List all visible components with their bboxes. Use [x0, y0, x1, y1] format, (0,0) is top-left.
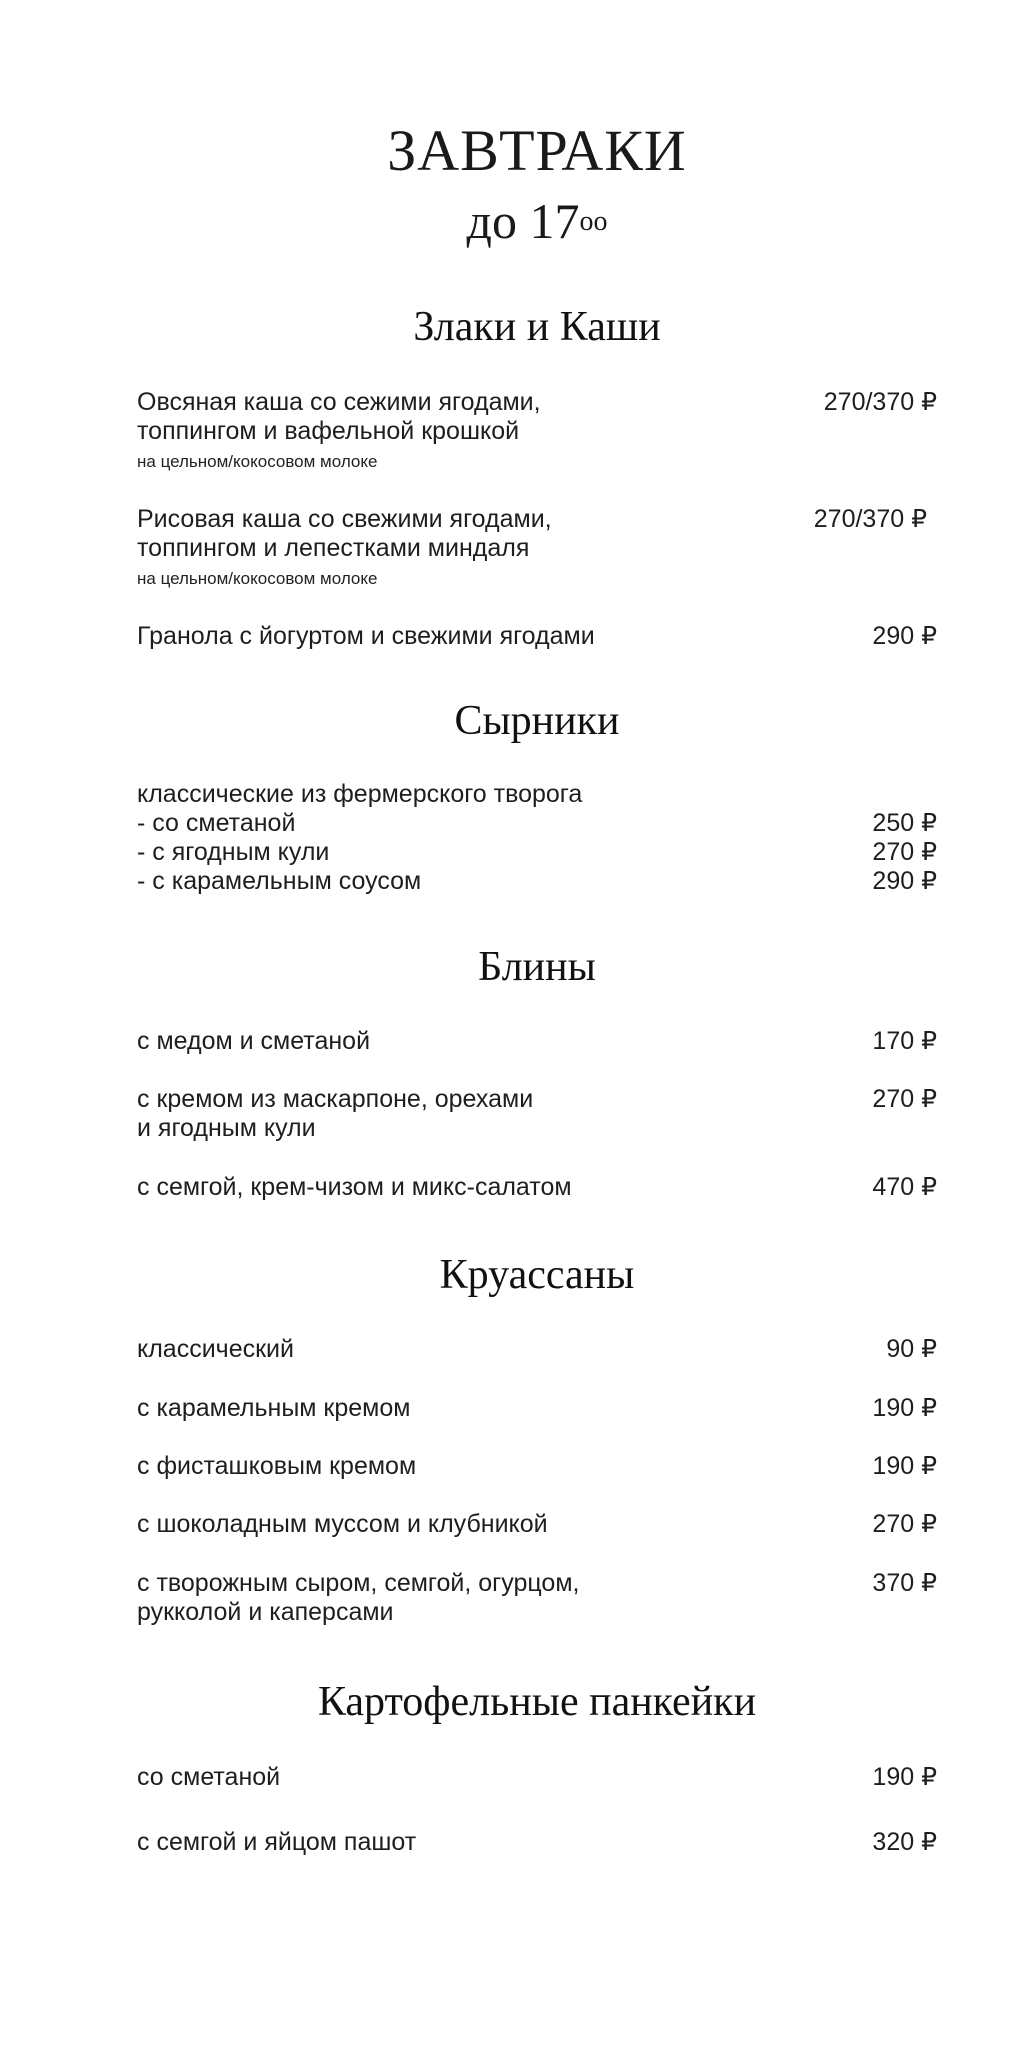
- item-price: 290 ₽: [872, 622, 937, 650]
- section-title-cereals: Злаки и Каши: [413, 304, 661, 350]
- item-name-line: Рисовая каша со свежими ягодами,: [137, 505, 552, 533]
- item-intro: [137, 780, 937, 812]
- item-price: 270/370 ₽: [813, 505, 927, 533]
- item-price: 320 ₽: [872, 1828, 937, 1856]
- item-price: 190 ₽: [872, 1394, 937, 1422]
- item-price: 270 ₽: [872, 1510, 937, 1538]
- item-name: с шоколадным муссом и клубникой: [137, 1510, 548, 1538]
- section-title-croissants: Круассаны: [439, 1252, 635, 1298]
- item-price: 90 ₽: [886, 1335, 937, 1363]
- menu-item: [137, 809, 937, 839]
- item-name-line: и ягодным кули: [137, 1114, 316, 1142]
- menu-item: [137, 1335, 937, 1367]
- menu-item: [137, 1569, 937, 1629]
- item-name-line: Овсяная каша со сежими ягодами,: [137, 388, 541, 416]
- item-name: - с ягодным кули: [137, 838, 330, 866]
- item-price: 250 ₽: [872, 809, 937, 837]
- item-note: на цельном/кокосовом молоке: [137, 452, 378, 471]
- menu-item: [137, 1173, 937, 1205]
- item-price: 270 ₽: [872, 1085, 937, 1113]
- section-title-potato-pancakes: Картофельные панкейки: [317, 1679, 757, 1725]
- section-title-bliny: Блины: [478, 944, 596, 990]
- item-price: 270 ₽: [872, 838, 937, 866]
- item-price: 190 ₽: [872, 1452, 937, 1480]
- menu-item: [137, 622, 937, 654]
- hours-subtitle: [137, 193, 937, 249]
- menu-item: [137, 1452, 937, 1484]
- item-price: 470 ₽: [872, 1173, 937, 1201]
- item-price: 170 ₽: [872, 1027, 937, 1055]
- menu-item: [137, 1510, 937, 1542]
- menu-item: [137, 1828, 937, 1860]
- item-name: с медом и сметаной: [137, 1027, 371, 1055]
- menu-item: [137, 838, 937, 868]
- item-name: с семгой и яйцом пашот: [137, 1828, 417, 1856]
- item-name-line: топпингом и вафельной крошкой: [137, 417, 520, 445]
- hours-text: до 17: [466, 193, 580, 249]
- item-name: - со сметаной: [137, 809, 296, 837]
- item-name: со сметаной: [137, 1763, 281, 1791]
- item-name: классический: [137, 1335, 294, 1363]
- menu-item: [137, 1085, 937, 1145]
- menu-item: [137, 1027, 937, 1059]
- menu-item: [137, 867, 937, 897]
- menu-item: [137, 1394, 937, 1426]
- item-price: 190 ₽: [872, 1763, 937, 1791]
- item-name: с карамельным кремом: [137, 1394, 411, 1422]
- menu-item: [137, 505, 937, 595]
- item-note: на цельном/кокосовом молоке: [137, 569, 378, 588]
- item-name-line: топпингом и лепестками миндаля: [137, 534, 530, 562]
- item-name: Гранола с йогуртом и свежими ягодами: [137, 622, 595, 650]
- item-intro-text: классические из фермерского творога: [137, 780, 583, 808]
- item-price: 290 ₽: [872, 867, 937, 895]
- item-name: с фисташковым кремом: [137, 1452, 417, 1480]
- section-title-syrniki: Сырники: [454, 698, 620, 744]
- item-name: с семгой, крем-чизом и микс-салатом: [137, 1173, 572, 1201]
- menu-item: [137, 1763, 937, 1795]
- hours-minutes: oo: [579, 206, 608, 237]
- item-name-line: с кремом из маскарпоне, орехами: [137, 1085, 534, 1113]
- item-price: 370 ₽: [872, 1569, 937, 1597]
- item-name-line: рукколой и каперсами: [137, 1598, 394, 1626]
- menu-item: [137, 388, 937, 478]
- item-name-line: с творожным сыром, семгой, огурцом,: [137, 1569, 580, 1597]
- page-title: ЗАВТРАКИ: [387, 118, 687, 183]
- item-price: 270/370 ₽: [823, 388, 937, 416]
- item-name: - с карамельным соусом: [137, 867, 422, 895]
